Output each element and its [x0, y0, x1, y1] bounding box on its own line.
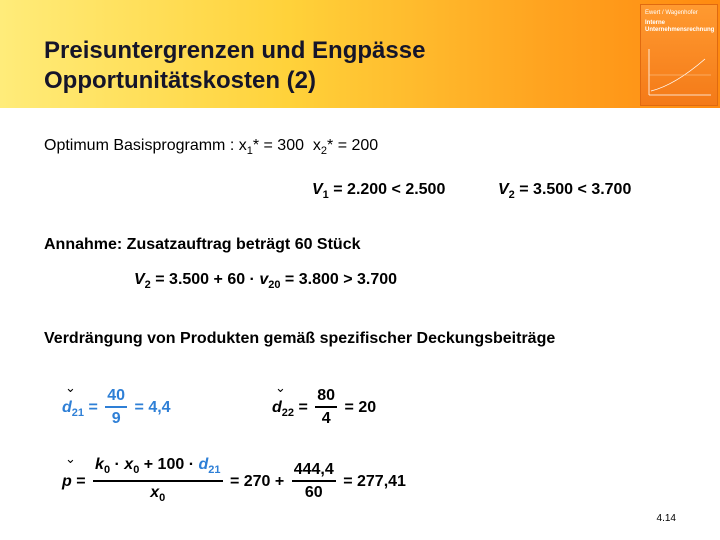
p-plus-100: + 100 · — [143, 456, 195, 473]
d22-sub: 22 — [281, 407, 295, 420]
d21-var: d — [62, 399, 72, 417]
annahme-text: Annahme: Zusatzauftrag beträgt 60 Stück — [44, 236, 361, 253]
d21-formula: ⌄ $d_{21}$ = $\frac{40}{9}$ = 4,4 — [62, 386, 171, 430]
v1-sub: 1 — [322, 189, 329, 201]
book-cover-icon — [640, 4, 718, 106]
book-title-line-2: Unternehmensrechnung — [645, 27, 715, 33]
v1-formula — [312, 181, 445, 201]
verdraengung-text: Verdrängung von Produkten gemäß spezifischer Deckungsbeiträge — [44, 330, 556, 347]
d22-var: d — [272, 399, 282, 417]
book-author: Ewert / Wagenhofer — [645, 10, 698, 16]
v1-var: V — [312, 181, 323, 198]
book-graph-icon — [645, 45, 713, 99]
v2-var: V — [498, 181, 509, 198]
v20-var: v — [259, 271, 269, 288]
x2-sub: 2 — [320, 145, 328, 158]
p-formula: ⌄ p = $\frac{k_0 \cdot x_0 + 100 \cdot d_{21}}{x_0}$ = 270 + $\frac{444,4}{60}$ = 277,41 — [62, 455, 406, 509]
p-eq1: = 270 + — [229, 473, 285, 491]
d21-sub: 21 — [71, 407, 85, 420]
annahme-formula — [134, 271, 397, 291]
d22-hat-icon: ⌄ — [275, 380, 286, 395]
x1-value: * = 300 — [252, 137, 304, 154]
title-line-1: Preisuntergrenzen und Engpässe — [44, 37, 426, 64]
p-fraction-2 — [292, 460, 336, 504]
d22-numerator: 80 — [315, 386, 337, 408]
x2-var: x — [312, 137, 321, 154]
den-x0-var: x — [150, 484, 160, 501]
annahme-v2-var: V — [134, 271, 145, 288]
d21-denominator: 9 — [111, 410, 121, 427]
p-frac2-den: 60 — [304, 484, 323, 501]
k0-var: k — [95, 456, 104, 473]
x1-var: x — [238, 137, 247, 154]
d21-numerator: 40 — [105, 386, 127, 408]
d22-formula: ⌄ $d_{22}$ = $\frac{80}{4}$ = 20 — [272, 386, 376, 430]
p-d-var: d — [198, 456, 209, 473]
annahme-expr-2: = 3.800 > 3.700 — [280, 271, 398, 288]
header-band — [0, 0, 720, 108]
page-number: 4.14 — [656, 513, 676, 524]
optimum-line — [44, 137, 378, 157]
x2-value: * = 200 — [327, 137, 379, 154]
annahme-v2-sub: 2 — [144, 279, 151, 291]
page-title — [44, 36, 425, 96]
x1-sub: 1 — [246, 145, 253, 158]
v2-expr: = 3.500 < 3.700 — [519, 181, 632, 198]
annahme-expr-1: = 3.500 + 60 · — [155, 271, 260, 288]
den-x0-sub: 0 — [159, 492, 166, 504]
d22-result: = 20 — [344, 399, 377, 417]
d21-fraction — [105, 386, 127, 430]
k0-sub: 0 — [103, 464, 111, 476]
d22-denominator: 4 — [321, 410, 331, 427]
p-eq2: = 277,41 — [343, 473, 406, 491]
p-fraction — [93, 455, 222, 509]
title-line-2: Opportunitätskosten (2) — [44, 67, 317, 94]
d21-result: = 4,4 — [134, 399, 171, 417]
d22-fraction — [315, 386, 337, 430]
p-numerator: $k_0 \cdot x_0 + 100 \cdot d_{21}$ — [93, 455, 222, 482]
v20-sub: 20 — [268, 279, 281, 291]
x0-var: x — [124, 456, 134, 473]
v1-expr: = 2.200 < 2.500 — [333, 181, 446, 198]
d21-hat-icon: ⌄ — [65, 380, 76, 395]
x0-sub: 0 — [133, 464, 140, 476]
p-var: p — [62, 473, 72, 491]
book-title-line-1: Interne — [645, 20, 666, 26]
p-denominator — [93, 482, 222, 509]
p-frac2-num: 444,4 — [292, 460, 336, 482]
p-hat-icon: ⌄ — [65, 451, 76, 466]
p-d-sub: 21 — [208, 464, 221, 476]
optimum-label: Optimum Basisprogramm : — [44, 137, 235, 154]
v2-formula — [498, 181, 631, 201]
v2-sub: 2 — [508, 189, 515, 201]
